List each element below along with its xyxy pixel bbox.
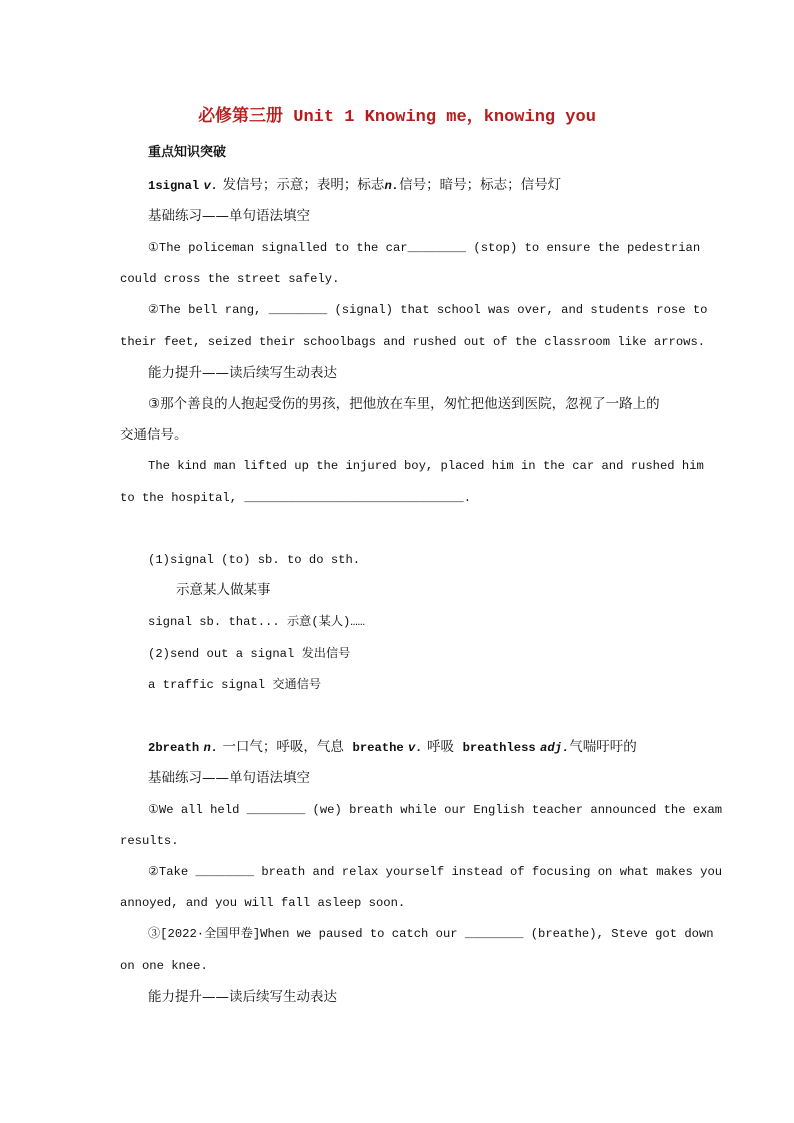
definition: 一口气；呼吸，气息 — [222, 739, 344, 755]
question-text: ②The bell rang, ________ (signal) that school was over, and students rose to — [148, 303, 708, 317]
question-text: ②Take ________ breath and relax yourself instead of focusing on what makes you — [148, 865, 723, 879]
usage-note: (1)signal (to) sb. to do sth. — [148, 553, 361, 567]
vocab-entry-signal — [148, 175, 704, 196]
question-text: ③[2022·全国甲卷]When we paused to catch our ________ (breathe), Steve got down — [148, 927, 714, 941]
page-title: 必修第三册 Unit 1 Knowing me，knowing you — [198, 108, 596, 127]
vocab-word: 2breath — [148, 741, 200, 755]
vocab-word: 1signal — [148, 179, 200, 193]
vocab-word: breathless — [462, 741, 536, 755]
advanced-practice-heading: 能力提升——读后续写生动表达 — [148, 989, 337, 1005]
section-heading: 重点知识突破 — [148, 145, 227, 160]
usage-note: (2)send out a signal 发出信号 — [148, 647, 351, 661]
part-of-speech: n. — [203, 741, 219, 755]
part-of-speech: adj. — [540, 741, 570, 755]
part-of-speech: v. — [203, 179, 219, 193]
part-of-speech: n. — [384, 179, 400, 193]
question-text: could cross the street safely. — [120, 272, 340, 286]
question-text: 交通信号。 — [120, 427, 188, 443]
question-text: annoyed, and you will fall asleep soon. — [120, 896, 406, 910]
definition: 信号；暗号；标志；信号灯 — [399, 177, 562, 193]
usage-note: 示意某人做某事 — [176, 582, 271, 598]
question-text: on one knee. — [120, 959, 208, 973]
advanced-practice-heading: 能力提升——读后续写生动表达 — [148, 365, 337, 381]
definition: 气喘吁吁的 — [569, 739, 637, 755]
part-of-speech: v. — [408, 741, 423, 755]
usage-note: signal sb. that... 示意(某人)…… — [148, 615, 365, 629]
vocab-word: breathe — [352, 741, 404, 755]
definition: 呼吸 — [426, 739, 454, 755]
basic-practice-heading: 基础练习——单句语法填空 — [148, 770, 310, 786]
usage-note: a traffic signal 交通信号 — [148, 678, 322, 692]
translation-text: The kind man lifted up the injured boy, placed him in the car and rushed him — [148, 459, 704, 473]
vocab-entry-breath — [148, 737, 704, 758]
question-text: their feet, seized their schoolbags and rushed out of the classroom like arrows. — [120, 335, 706, 349]
question-text: results. — [120, 834, 179, 848]
basic-practice-heading: 基础练习——单句语法填空 — [148, 208, 310, 224]
question-text: ①We all held ________ (we) breath while our English teacher announced the exam — [148, 803, 723, 817]
question-text: ①The policeman signalled to the car________ (stop) to ensure the pedestrian — [148, 241, 701, 255]
definition: 发信号；示意；表明；标志 — [222, 177, 385, 193]
translation-text: to the hospital, ______________________________. — [120, 491, 472, 505]
question-text: ③那个善良的人抱起受伤的男孩，把他放在车里，匆忙把他送到医院，忽视了一路上的 — [148, 396, 660, 412]
